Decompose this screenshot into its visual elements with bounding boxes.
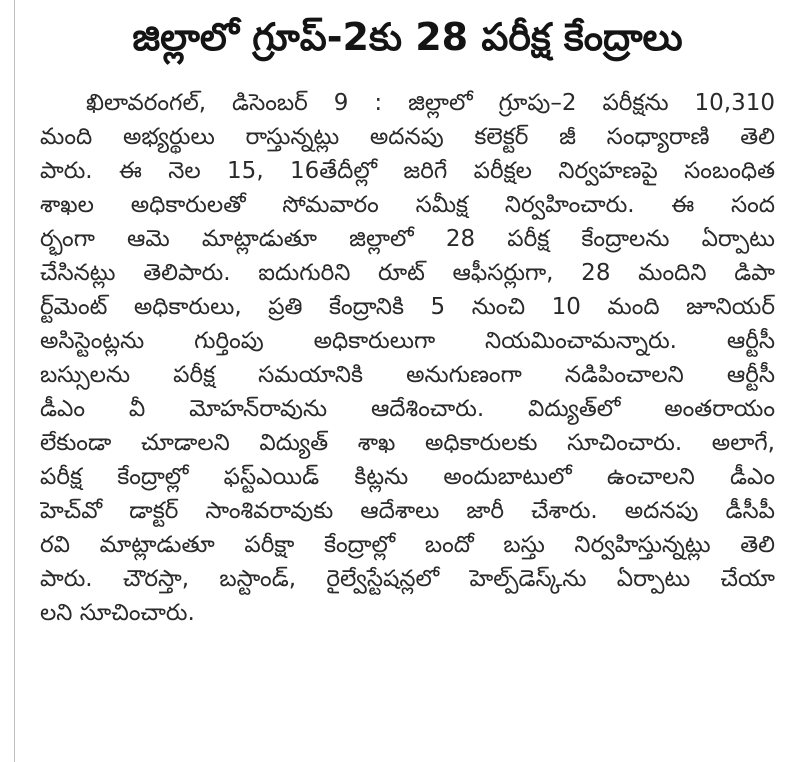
article-body: [40, 86, 775, 746]
column-divider-line: [14, 0, 15, 762]
article-line: చేసినట్లు తెలిపారు. ఐదుగురిని రూట్‌ ఆఫీసర్లుగా, 28 మందిని డిపా: [40, 260, 775, 286]
article-line: మంది అభ్యర్థులు రాస్తున్నట్లు అదనపు కలెక్టర్‌ జీ సంధ్యారాణి తెలి: [40, 124, 775, 150]
article-line: పారు. ఈ నెల 15, 16తేదీల్లో జరిగే పరీక్షల నిర్వహణపై సంబంధిత: [40, 158, 775, 184]
article-line: అసిస్టెంట్లను గుర్తింపు అధికారులుగా నియమించామన్నారు. ఆర్టీసీ: [40, 328, 775, 354]
article-line: పరీక్ష కేంద్రాల్లో ఫస్ట్‌ఎయిడ్‌ కిట్లను అందుబాటులో ఉంచాలని డీఎం: [40, 464, 775, 490]
article-line: శాఖల అధికారులతో సోమవారం సమీక్ష నిర్వహించారు. ఈ సంద: [40, 192, 775, 218]
article-line: లేకుండా చూడాలని విద్యుత్‌ శాఖ అధికారులకు సూచించారు. అలాగే,: [40, 430, 775, 456]
article-line: బస్సులను పరీక్ష సమయానికి అనుగుణంగా నడిపించాలని ఆర్టీసీ: [40, 362, 775, 388]
article-line: ర్ట్‌మెంట్‌ అధికారులు, ప్రతి కేంద్రానికి 5 నుంచి 10 మంది జూనియర్‌: [40, 294, 775, 320]
article-line: లని సూచించారు.: [40, 600, 195, 626]
article-line: ర్భంగా ఆమె మాట్లాడుతూ జిల్లాలో 28 పరీక్ష కేంద్రాలను ఏర్పాటు: [40, 226, 775, 252]
article-line: రవి మాట్లాడుతూ పరీక్షా కేంద్రాల్లో బందో బస్తు నిర్వహిస్తున్నట్లు తెలి: [40, 532, 775, 558]
article-line: హెచ్‌వో డాక్టర్‌ సాంశివరావుకు ఆదేశాలు జారీ చేశారు. అదనపు డీసీపీ: [40, 498, 775, 524]
newspaper-clipping: [40, 10, 775, 755]
article-line: డీఎం వీ మోహన్‌రావును ఆదేశించారు. విద్యుత్‌లో అంతరాయం: [40, 396, 775, 422]
article-line: ఖిలావరంగల్‌, డిసెంబర్‌ 9 : జిల్లాలో గ్రూపు–2 పరీక్షను 10,310: [86, 90, 775, 116]
headline: జిల్లాలో గ్రూప్‌-2కు 28 పరీక్ష కేంద్రాలు: [132, 15, 683, 59]
article-line: పారు. చౌరస్తా, బస్టాండ్‌, రైల్వేస్టేషన్లలో హెల్ప్‌డెస్క్‌ను ఏర్పాటు చేయా: [40, 566, 775, 592]
